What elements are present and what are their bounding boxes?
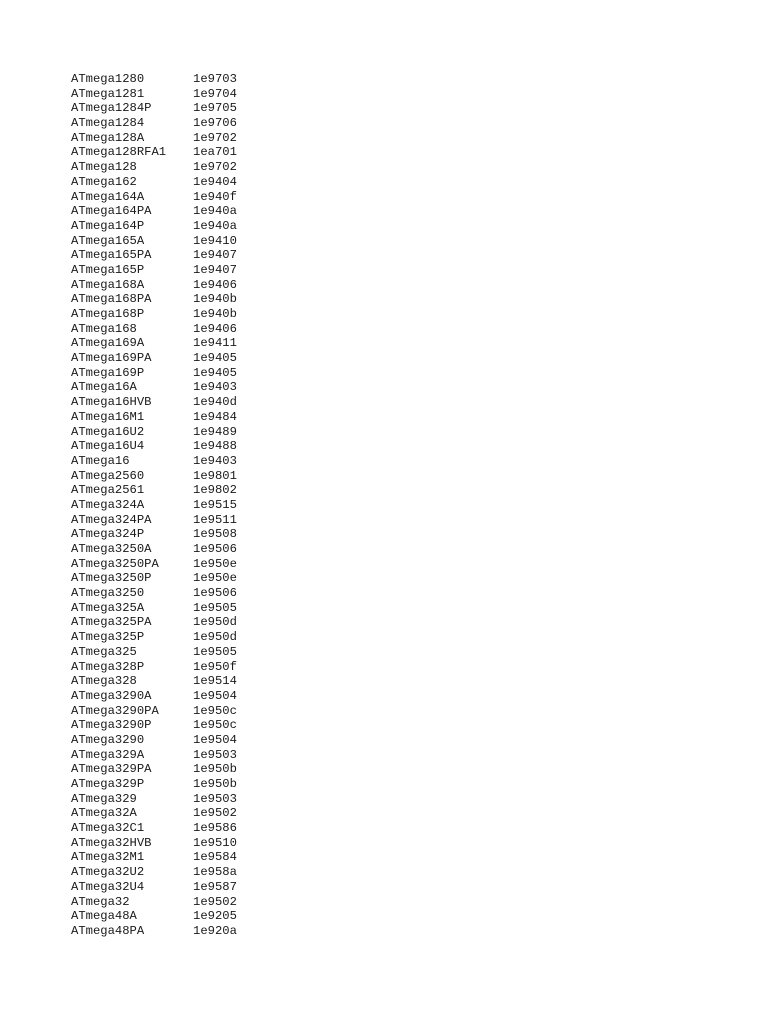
device-name: ATmega32C1 — [71, 821, 145, 836]
list-item — [71, 204, 253, 219]
list-item — [71, 601, 253, 616]
device-name: ATmega16HVB — [71, 395, 152, 410]
list-item — [71, 175, 253, 190]
device-name: ATmega32U2 — [71, 865, 145, 880]
list-item — [71, 836, 253, 851]
list-item — [71, 689, 253, 704]
list-item — [71, 366, 253, 381]
list-item — [71, 762, 253, 777]
device-signature: 1e9802 — [193, 483, 237, 498]
device-signature: 1e9515 — [193, 497, 237, 512]
device-signature: 1e9503 — [193, 791, 237, 806]
device-signature: 1e940a — [193, 204, 237, 219]
device-signature: 1e9702 — [193, 160, 237, 175]
device-name: ATmega328 — [71, 674, 137, 689]
list-item — [71, 160, 253, 175]
list-item — [71, 248, 253, 263]
device-signature: 1e9510 — [193, 835, 237, 850]
list-item — [71, 777, 253, 792]
device-name: ATmega164A — [71, 189, 145, 204]
device-signature: 1e940d — [193, 395, 237, 410]
device-signature: 1e950c — [193, 703, 237, 718]
device-signature: 1e950f — [193, 659, 237, 674]
device-name: ATmega1284P — [71, 101, 152, 116]
device-name: ATmega168 — [71, 321, 137, 336]
device-signature: 1e9703 — [193, 72, 237, 86]
list-item — [71, 116, 253, 131]
list-item — [71, 278, 253, 293]
device-name: ATmega168A — [71, 277, 145, 292]
list-item — [71, 660, 253, 675]
device-signature: 1e9503 — [193, 747, 237, 762]
list-item — [71, 145, 253, 160]
list-item — [71, 865, 253, 880]
device-signature-list — [71, 72, 253, 939]
device-signature: 1e9584 — [193, 850, 237, 865]
device-name: ATmega3290P — [71, 718, 152, 733]
device-signature: 1e950e — [193, 571, 237, 586]
list-item — [71, 190, 253, 205]
list-item — [71, 542, 253, 557]
device-signature: 1e9505 — [193, 600, 237, 615]
device-name: ATmega16U2 — [71, 424, 145, 439]
device-name: ATmega329 — [71, 791, 137, 806]
list-item — [71, 483, 253, 498]
device-name: ATmega169A — [71, 336, 145, 351]
device-signature: 1e9511 — [193, 512, 237, 527]
device-signature: 1e9405 — [193, 365, 237, 380]
device-signature: 1e9505 — [193, 644, 237, 659]
device-name: ATmega32 — [71, 894, 130, 909]
device-signature: 1e9587 — [193, 879, 237, 894]
device-signature: 1e950b — [193, 762, 237, 777]
list-item — [71, 674, 253, 689]
device-signature: 1e9586 — [193, 821, 237, 836]
device-signature: 1e9702 — [193, 130, 237, 145]
list-item — [71, 87, 253, 102]
device-name: ATmega32M1 — [71, 850, 145, 865]
list-item — [71, 498, 253, 513]
list-item — [71, 586, 253, 601]
device-signature: 1e958a — [193, 865, 237, 880]
device-signature: 1e9506 — [193, 542, 237, 556]
device-name: ATmega1280 — [71, 72, 145, 86]
device-name: ATmega48A — [71, 909, 137, 924]
list-item — [71, 806, 253, 821]
device-name: ATmega168PA — [71, 292, 152, 307]
device-signature: 1e950e — [193, 556, 237, 571]
list-item — [71, 792, 253, 807]
device-signature: 1e9704 — [193, 86, 237, 101]
device-signature: 1e940a — [193, 218, 237, 233]
device-name: ATmega128RFA1 — [71, 145, 167, 160]
device-name: ATmega165A — [71, 233, 145, 248]
list-item — [71, 439, 253, 454]
device-name: ATmega328P — [71, 659, 145, 674]
device-name: ATmega3290 — [71, 732, 145, 747]
device-name: ATmega2561 — [71, 483, 145, 498]
device-name: ATmega1281 — [71, 86, 145, 101]
device-signature: 1e9403 — [193, 380, 237, 395]
device-name: ATmega16 — [71, 453, 130, 468]
device-signature: 1e940f — [193, 189, 237, 204]
list-item — [71, 425, 253, 440]
device-name: ATmega48PA — [71, 923, 145, 938]
device-signature: 1e9502 — [193, 806, 237, 821]
list-item — [71, 748, 253, 763]
list-item — [71, 615, 253, 630]
device-name: ATmega3290PA — [71, 703, 159, 718]
device-signature: 1e9406 — [193, 277, 237, 292]
device-name: ATmega325 — [71, 644, 137, 659]
device-signature: 1e9706 — [193, 116, 237, 131]
list-item — [71, 704, 253, 719]
list-item — [71, 527, 253, 542]
list-item — [71, 645, 253, 660]
device-name: ATmega32HVB — [71, 835, 152, 850]
list-item — [71, 72, 253, 87]
device-name: ATmega32A — [71, 806, 137, 821]
device-name: ATmega3250PA — [71, 556, 159, 571]
device-name: ATmega1284 — [71, 116, 145, 131]
list-item — [71, 630, 253, 645]
list-item — [71, 454, 253, 469]
device-name: ATmega329PA — [71, 762, 152, 777]
list-item — [71, 380, 253, 395]
device-name: ATmega169PA — [71, 351, 152, 366]
device-signature: 1e9410 — [193, 233, 237, 248]
list-item — [71, 219, 253, 234]
device-signature: 1e950d — [193, 615, 237, 630]
device-signature: 1e940b — [193, 292, 237, 307]
list-item — [71, 850, 253, 865]
device-name: ATmega168P — [71, 307, 145, 321]
device-signature: 1e9506 — [193, 586, 237, 601]
device-signature: 1e9504 — [193, 688, 237, 703]
device-name: ATmega128 — [71, 160, 137, 175]
device-signature: 1e950c — [193, 718, 237, 733]
device-name: ATmega324P — [71, 527, 145, 542]
list-item — [71, 395, 253, 410]
list-item — [71, 880, 253, 895]
list-item — [71, 469, 253, 484]
device-name: ATmega162 — [71, 174, 137, 189]
list-item — [71, 234, 253, 249]
list-item — [71, 718, 253, 733]
device-signature: 1e9404 — [193, 174, 237, 189]
device-name: ATmega165PA — [71, 248, 152, 263]
device-name: ATmega3250A — [71, 542, 152, 556]
device-signature: 1e9484 — [193, 409, 237, 424]
device-name: ATmega2560 — [71, 468, 145, 483]
device-signature: 1e9411 — [193, 336, 237, 351]
list-item — [71, 263, 253, 278]
list-item — [71, 513, 253, 528]
device-signature: 1e9405 — [193, 351, 237, 366]
device-name: ATmega325P — [71, 630, 145, 645]
list-item — [71, 909, 253, 924]
list-item — [71, 924, 253, 939]
device-signature: 1e940b — [193, 307, 237, 321]
device-signature: 1e9502 — [193, 894, 237, 909]
device-name: ATmega165P — [71, 262, 145, 277]
device-name: ATmega16M1 — [71, 409, 145, 424]
list-item — [71, 571, 253, 586]
device-name: ATmega329A — [71, 747, 145, 762]
device-name: ATmega3290A — [71, 688, 152, 703]
list-item — [71, 131, 253, 146]
device-signature: 1e9705 — [193, 101, 237, 116]
device-signature: 1e9407 — [193, 262, 237, 277]
device-name: ATmega325PA — [71, 615, 152, 630]
list-item — [71, 410, 253, 425]
list-item — [71, 292, 253, 307]
device-signature: 1e9508 — [193, 527, 237, 542]
list-item — [71, 557, 253, 572]
device-name: ATmega3250 — [71, 586, 145, 601]
list-item — [71, 101, 253, 116]
device-signature: 1e9403 — [193, 453, 237, 468]
list-item — [71, 351, 253, 366]
device-name: ATmega164P — [71, 218, 145, 233]
list-item — [71, 307, 253, 322]
device-name: ATmega16U4 — [71, 439, 145, 454]
device-signature: 1e9514 — [193, 674, 237, 689]
device-name: ATmega32U4 — [71, 879, 145, 894]
device-signature: 1ea701 — [193, 145, 237, 160]
device-name: ATmega16A — [71, 380, 137, 395]
device-name: ATmega324PA — [71, 512, 152, 527]
device-name: ATmega325A — [71, 600, 145, 615]
device-signature: 1e950d — [193, 630, 237, 645]
list-item — [71, 821, 253, 836]
list-item — [71, 336, 253, 351]
device-signature: 1e9407 — [193, 248, 237, 263]
list-item — [71, 895, 253, 910]
device-name: ATmega164PA — [71, 204, 152, 219]
device-name: ATmega169P — [71, 365, 145, 380]
device-name: ATmega329P — [71, 777, 145, 791]
device-signature: 1e9488 — [193, 439, 237, 454]
device-signature: 1e920a — [193, 923, 237, 938]
device-name: ATmega128A — [71, 130, 145, 145]
device-signature: 1e9801 — [193, 468, 237, 483]
list-item — [71, 733, 253, 748]
device-signature: 1e9489 — [193, 424, 237, 439]
device-name: ATmega3250P — [71, 571, 152, 586]
device-signature: 1e9504 — [193, 732, 237, 747]
device-signature: 1e9406 — [193, 321, 237, 336]
device-signature: 1e950b — [193, 777, 237, 791]
list-item — [71, 322, 253, 337]
device-name: ATmega324A — [71, 497, 145, 512]
device-signature: 1e9205 — [193, 909, 237, 924]
